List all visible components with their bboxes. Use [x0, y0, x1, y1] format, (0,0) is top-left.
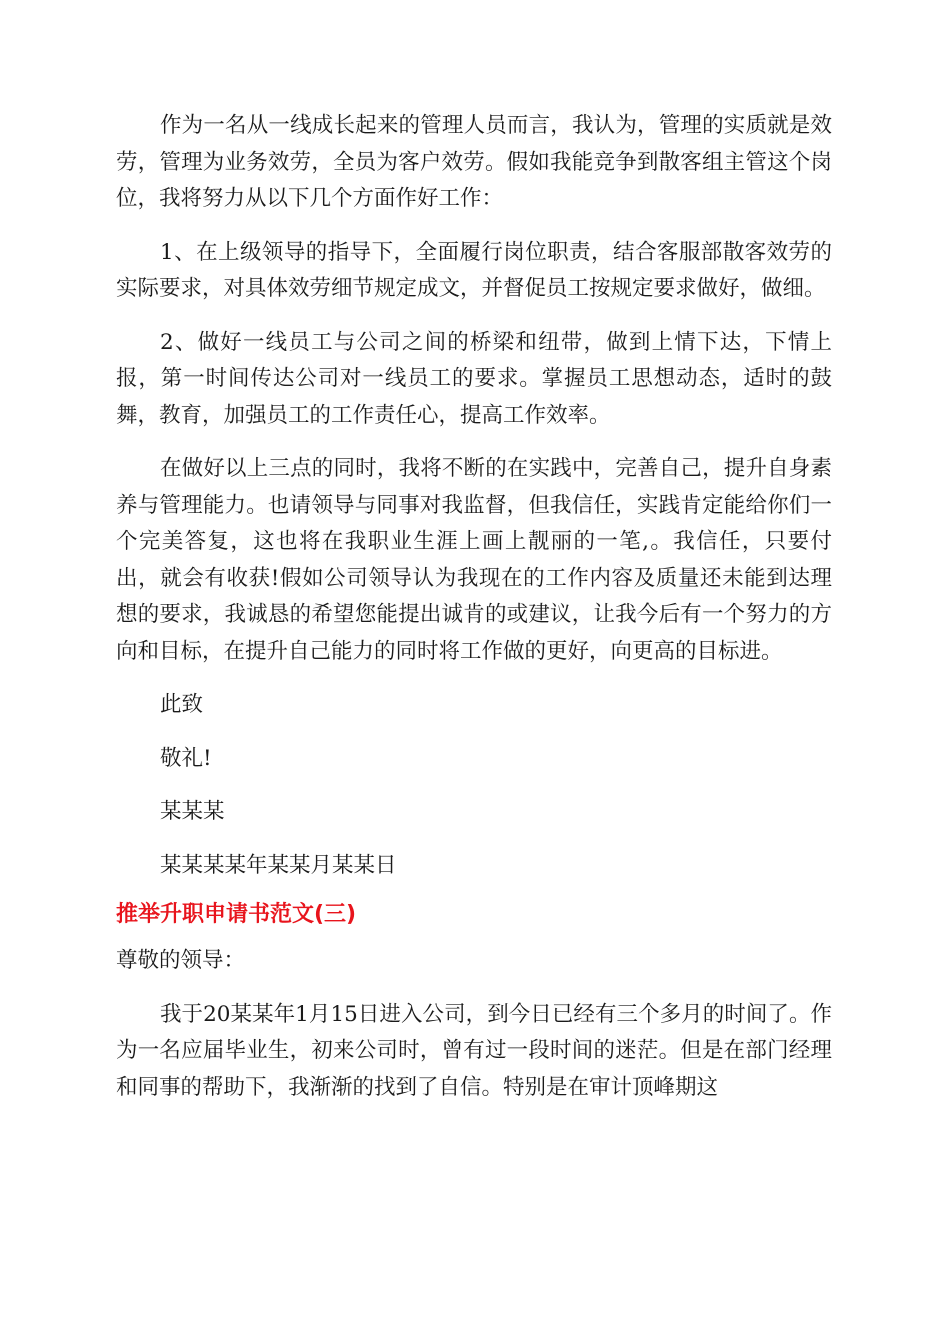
body-paragraph-1: 作为一名从一线成长起来的管理人员而言，我认为，管理的实质就是效劳，管理为业务效劳，全员为客户效劳。假如我能竞争到散客组主管这个岗位，我将努力从以下几个方面作好工作：	[116, 113, 832, 211]
document-page	[116, 108, 832, 1123]
signature-date: 某某某某年某某月某某日	[160, 852, 397, 878]
closing-jing-li: 敬礼!	[160, 745, 212, 771]
salutation: 尊敬的领导：	[116, 948, 246, 973]
body-paragraph-2: 1、在上级领导的指导下，全面履行岗位职责，结合客服部散客效劳的实际要求，对具体效劳细节规定成文，并督促员工按规定要求做好，做细。	[116, 239, 832, 301]
body-paragraph-3: 2、做好一线员工与公司之间的桥梁和纽带，做到上情下达，下情上报，第一时间传达公司对一线员工的要求。掌握员工思想动态，适时的鼓舞，教育，加强员工的工作责任心，提高工作效率。	[116, 329, 832, 428]
closing-ci-zhi: 此致	[160, 692, 204, 717]
body-paragraph-4: 在做好以上三点的同时，我将不断的在实践中，完善自己，提升自身素养与管理能力。也请领导与同事对我监督，但我信任，实践肯定能给你们一个完美答复，这也将在我职业生涯上画上靓丽的一笔,。我信任，只要付出，就会有收获!假如公司领导认为我现在的工作内容及质量还未能到达理想的要求，我诚恳的希望您能提出诚肯的或建议，让我今后有一个努力的方向和目标，在提升自己能力的同时将工作做的更好，向更高的目标进。	[116, 456, 832, 664]
section-heading: 推举升职申请书范文(三)	[116, 902, 357, 927]
section-paragraph-1: 我于20某某年1月15日进入公司，到今日已经有三个多月的时间了。作为一名应届毕业生，初来公司时，曾有过一段时间的迷茫。但是在部门经理和同事的帮助下，我渐渐的找到了自信。特别是在审计顶峰期这	[116, 1001, 832, 1100]
signature-name: 某某某	[160, 799, 225, 824]
